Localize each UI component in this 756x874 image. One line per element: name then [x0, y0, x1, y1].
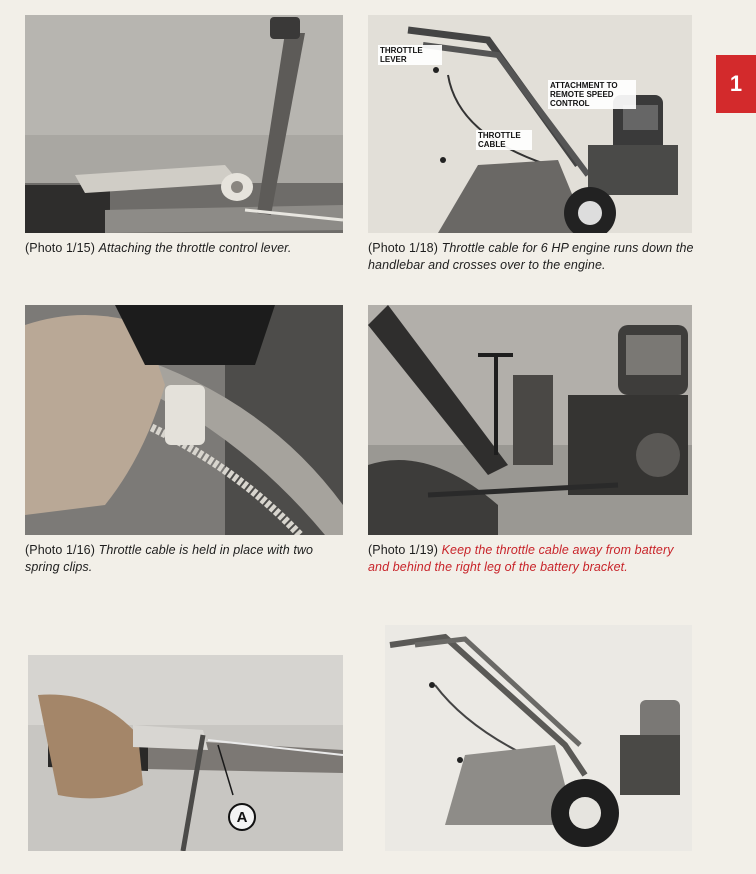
photo-battery-bracket: [368, 305, 692, 535]
callout-marker-a: A: [228, 803, 256, 831]
caption-text: Throttle cable is held in place with two spring clips.: [25, 543, 314, 574]
photo-1-19-caption: [368, 542, 694, 576]
photo-ref: (Photo 1/18): [368, 241, 438, 255]
photo-ref: (Photo 1/16): [25, 543, 95, 557]
photo-1-18-caption: [368, 240, 694, 274]
caption-text: Keep the throttle cable away from battery and behind the right leg of the battery bracket.: [368, 543, 674, 574]
caption-text: Attaching the throttle control lever.: [98, 241, 292, 255]
photo-1-15-caption: [25, 240, 345, 257]
caption-text: Throttle cable for 6 HP engine runs down the handlebar and crosses over to the engine.: [368, 241, 694, 272]
photo-throttle-lever-attach: [25, 15, 343, 233]
callout-throttle-lever: THROTTLE LEVER: [378, 45, 442, 65]
photo-ref: (Photo 1/19): [368, 543, 438, 557]
photo-1-16-caption: [25, 542, 351, 576]
photo-ref: (Photo 1/15): [25, 241, 95, 255]
photo-tiller-assembled: [385, 625, 692, 851]
section-tab: 1: [716, 55, 756, 113]
callout-throttle-cable: THROTTLE CABLE: [476, 130, 532, 150]
photo-spring-clips: [25, 305, 343, 535]
photo-hand-handlebar: [28, 655, 343, 851]
callout-attachment-remote-speed: ATTACHMENT TO REMOTE SPEED CONTROL: [548, 80, 636, 109]
